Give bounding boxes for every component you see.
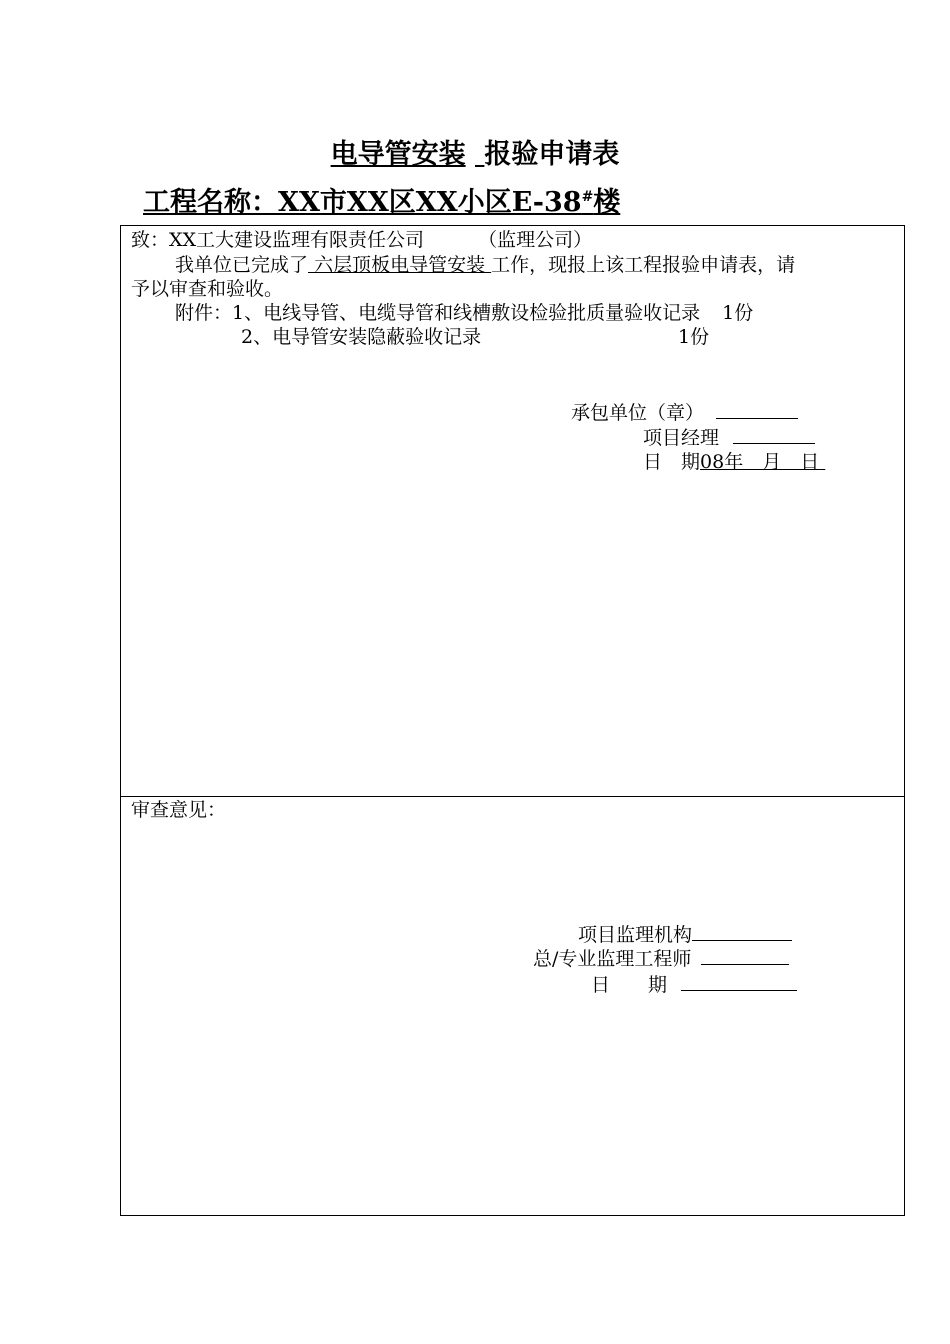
project-name	[143, 180, 620, 219]
review-date: 日 期	[591, 972, 797, 997]
addressee: 致：XX工大建设监理有限责任公司 （监理公司）	[131, 229, 593, 251]
attachment-1: 附件：1、电线导管、电缆导管和线槽敷设检验批质量验收记录 1份	[175, 302, 754, 324]
agency-signature: 项目监理机构	[578, 922, 792, 947]
contractor-signature: 承包单位（章）	[571, 400, 798, 425]
attachment-1-count: 1份	[722, 302, 754, 324]
engineer-signature: 总/专业监理工程师	[533, 946, 789, 971]
project-name-value: XX市XX区XX小区E-38	[278, 187, 582, 218]
project-label: 工程名称：	[143, 187, 278, 218]
attachment-2: 2、电导管安装隐蔽验收记录	[241, 326, 482, 348]
manager-blank[interactable]	[733, 425, 815, 444]
form-table	[120, 225, 905, 1216]
agency-blank[interactable]	[692, 922, 792, 941]
addressee-note: （监理公司）	[478, 229, 593, 251]
work-item: 六层顶板电导管安装	[314, 254, 486, 276]
review-date-blank[interactable]	[681, 972, 797, 991]
contractor-blank[interactable]	[716, 400, 798, 419]
application-date: 日 期08年 月 日	[643, 450, 825, 474]
review-label: 审查意见：	[131, 799, 227, 821]
form-title-part2: 报验申请表	[484, 139, 620, 170]
engineer-blank[interactable]	[701, 946, 789, 965]
application-line2: 予以审查和验收。	[131, 278, 284, 300]
application-line1: 我单位已完成了 六层顶板电导管安装 工作，现报上该工程报验申请表，请	[175, 254, 796, 276]
attachment-2-count: 1份	[678, 326, 710, 348]
section-divider	[121, 796, 904, 797]
manager-signature: 项目经理	[643, 425, 815, 450]
form-title-part1: 电导管安装	[330, 139, 466, 170]
application-date-value: 08年 月 日	[700, 451, 820, 473]
form-title	[0, 132, 950, 171]
project-name-sup: #	[581, 189, 594, 205]
project-name-suffix: 楼	[593, 187, 621, 218]
